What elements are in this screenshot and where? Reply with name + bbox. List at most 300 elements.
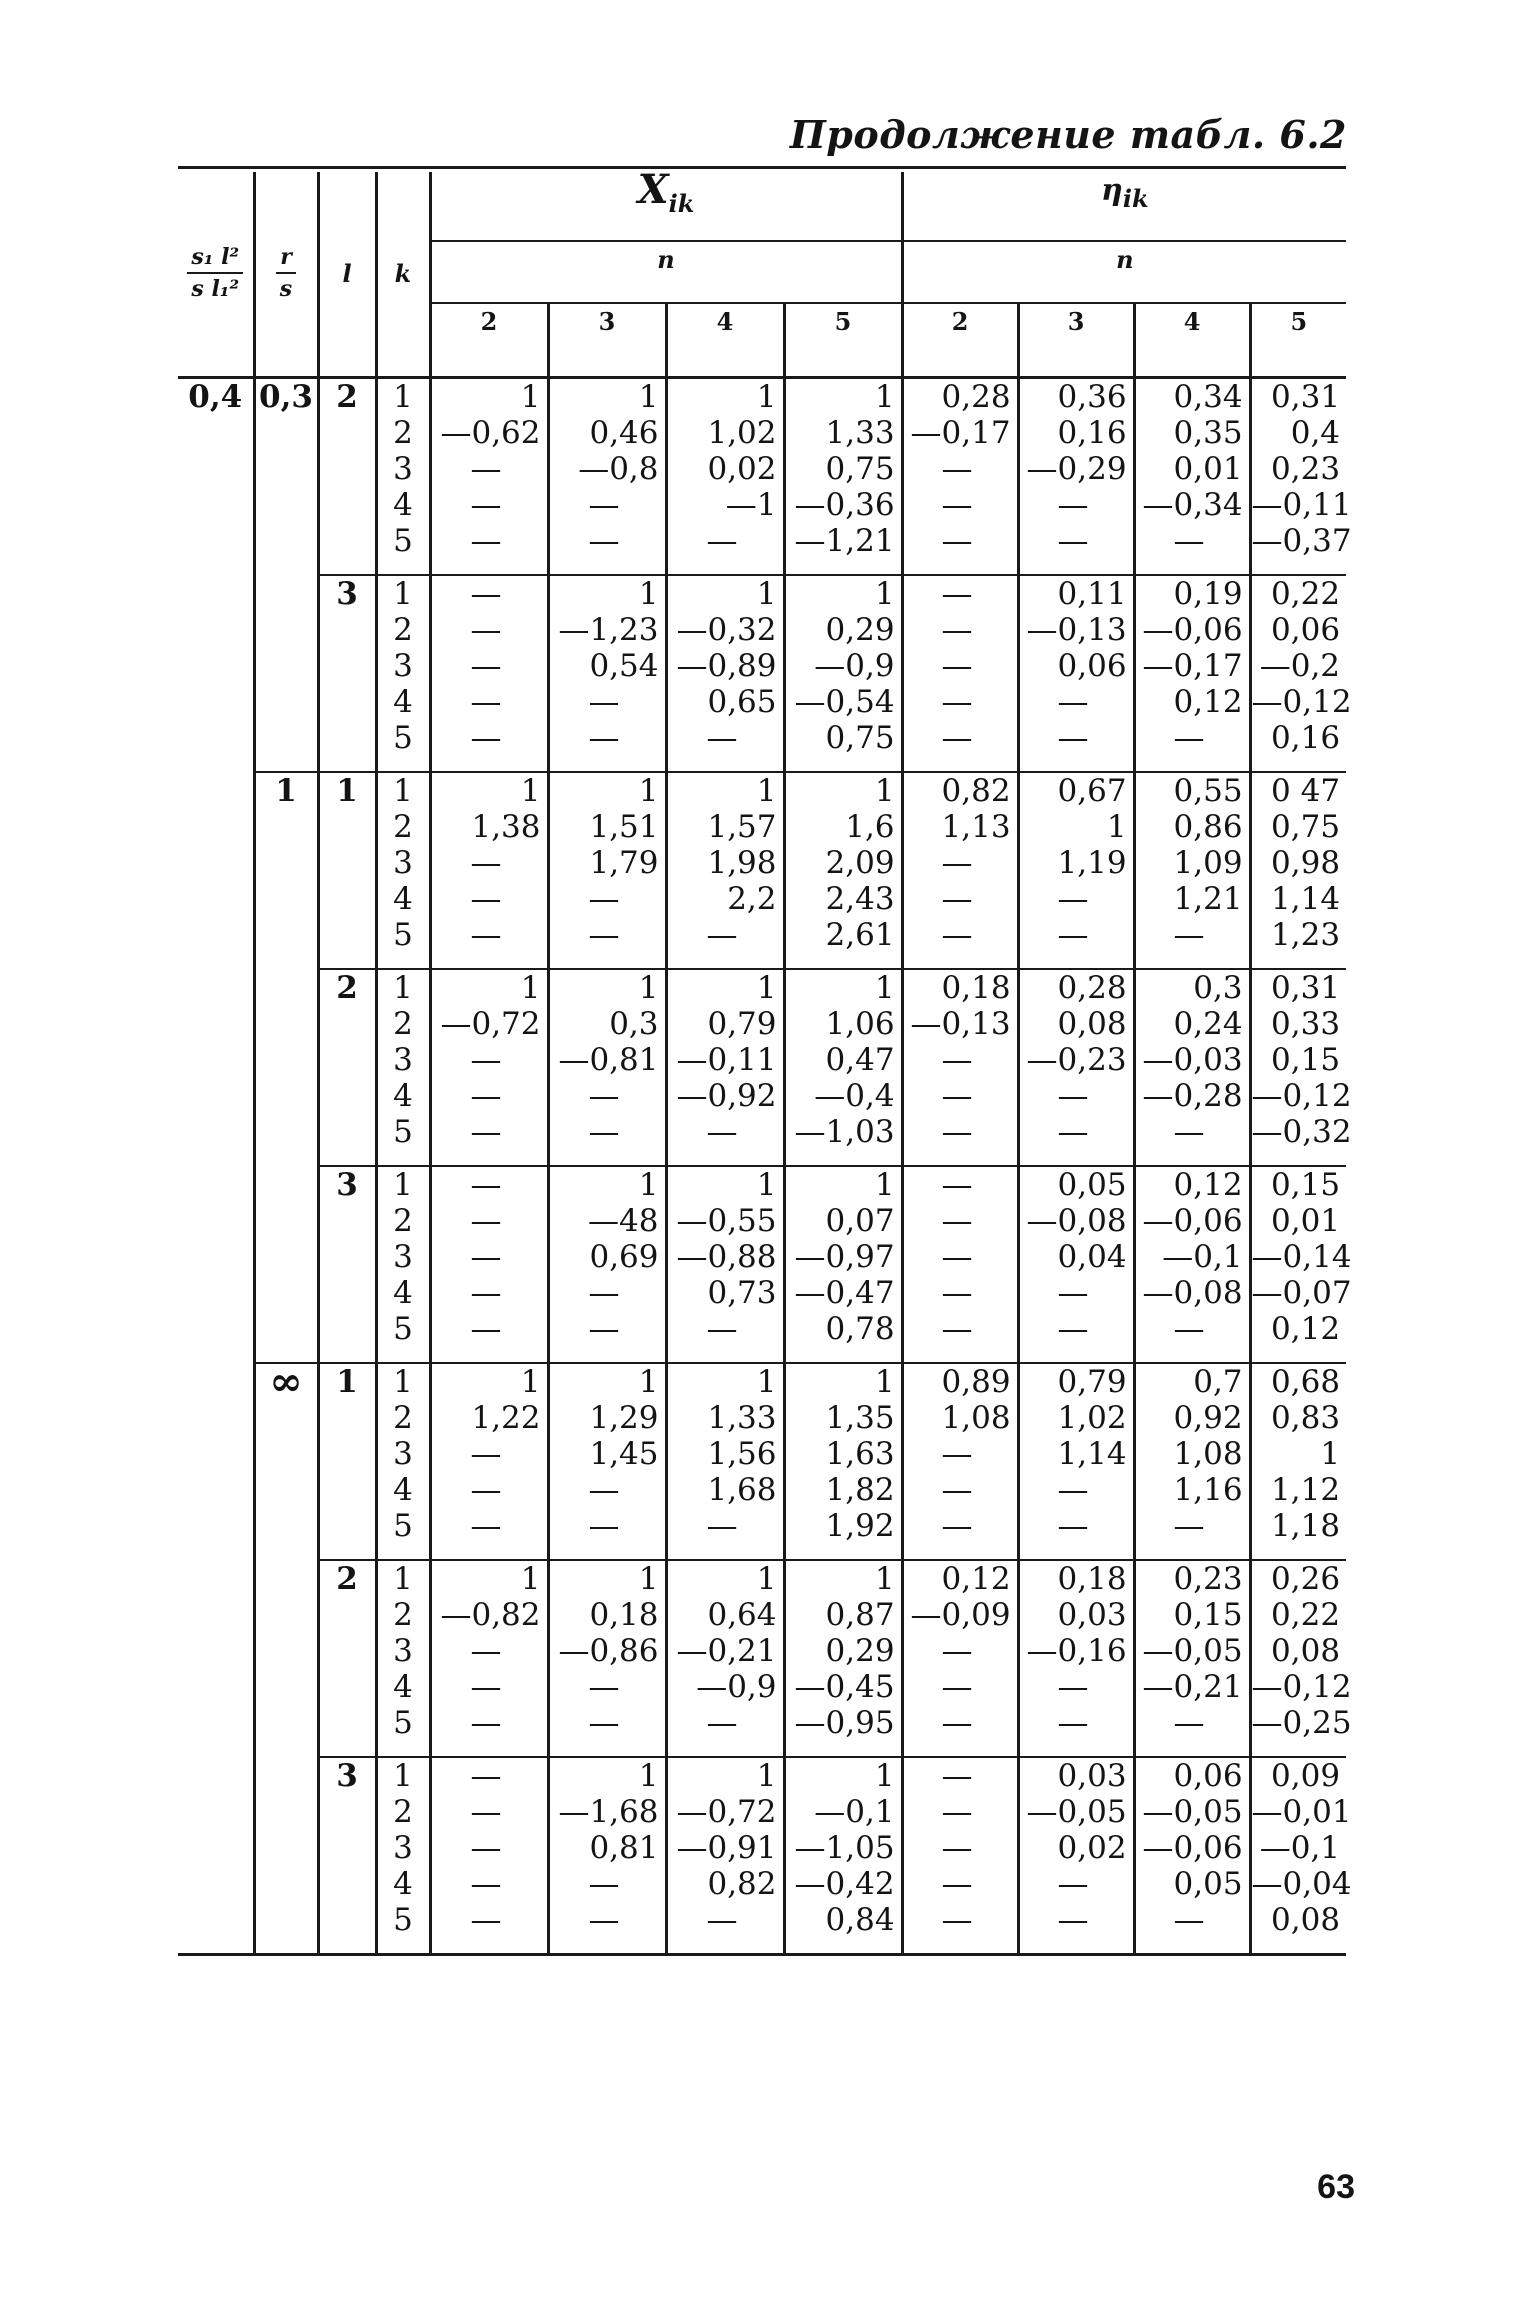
value-cell: — [1134,917,1250,969]
value-cell: 0,36 [1018,378,1134,416]
top-rule [178,166,1346,169]
i-cell: 1 [318,772,376,809]
col-k-header: k [376,172,430,378]
value-cell: —0,01 [1251,1794,1352,1830]
k-cell: 1 [376,969,430,1006]
value-cell: 1,98 [666,845,784,881]
value-cell: — [548,1078,666,1114]
i-cell [318,1078,376,1114]
value-cell: 0,75 [1250,809,1346,845]
value-cell: 1 [430,1363,548,1400]
value-cell: — [902,1794,1018,1830]
i-cell [318,1203,376,1239]
value-cell: — [548,1866,666,1902]
value-cell: 0,75 [784,451,902,487]
i-cell: 2 [318,969,376,1006]
table-row [178,415,1346,451]
i-cell [318,487,376,523]
param1-cell [178,1866,254,1902]
value-cell: — [1018,1472,1134,1508]
table-row [178,1275,1346,1311]
table-row [178,378,1346,416]
table-row [178,1311,1346,1363]
value-cell: 1,38 [430,809,548,845]
param2-cell [254,1114,318,1166]
value-cell: 1,33 [666,1400,784,1436]
k-cell: 3 [376,845,430,881]
value-cell: 0,16 [1018,415,1134,451]
value-cell: 0,01 [1250,1203,1346,1239]
value-cell: 1 [666,1363,784,1400]
value-cell: — [1134,1311,1250,1363]
value-cell: 0,11 [1018,575,1134,612]
param2-cell [254,1239,318,1275]
k-cell: 2 [376,612,430,648]
value-cell: — [430,1472,548,1508]
value-cell: 0,06 [1018,648,1134,684]
value-cell: — [430,1633,548,1669]
param1-cell [178,1794,254,1830]
value-cell: — [548,684,666,720]
value-cell: — [902,1275,1018,1311]
k-cell: 5 [376,1114,430,1166]
param2-cell [254,1508,318,1560]
k-cell: 5 [376,1508,430,1560]
value-cell: — [902,1902,1018,1954]
eta-n-3: 3 [1018,303,1134,378]
k-cell: 1 [376,1757,430,1794]
k-cell: 5 [376,720,430,772]
table-row [178,1705,1346,1757]
i-cell [318,1597,376,1633]
value-cell: —0,12 [1251,1078,1352,1114]
param2-cell [254,845,318,881]
param2-cell [254,1436,318,1472]
table-row [178,684,1346,720]
value-cell: — [666,1508,784,1560]
table-row [178,1239,1346,1275]
value-cell: 0,67 [1018,772,1134,809]
i-cell [318,1633,376,1669]
i-cell: 3 [318,575,376,612]
param2-cell: ∞ [254,1363,318,1400]
value-cell: — [902,684,1018,720]
param1-cell [178,969,254,1006]
data-table [178,166,1352,1956]
value-cell: — [902,1705,1018,1757]
value-cell: 0,83 [1250,1400,1346,1436]
value-cell: 0,7 [1134,1363,1250,1400]
table-row [178,1006,1346,1042]
value-cell: 1,63 [784,1436,902,1472]
value-cell: — [1018,1866,1134,1902]
value-cell: 1 [784,1166,902,1203]
table-row [178,1508,1346,1560]
i-cell [318,1508,376,1560]
table-row [178,969,1346,1006]
param2-cell [254,1757,318,1794]
value-cell: 0,28 [1018,969,1134,1006]
value-cell: — [1018,1669,1134,1705]
x-subscript: ik [668,189,695,218]
i-cell: 2 [318,1560,376,1597]
value-cell: — [902,1203,1018,1239]
value-cell: 1,92 [784,1508,902,1560]
param1-cell: 0,4 [188,379,243,415]
param1-cell [178,1078,254,1114]
table-row [178,1203,1346,1239]
value-cell: — [548,1275,666,1311]
value-cell: 0,26 [1250,1560,1346,1597]
value-cell: 1,45 [548,1436,666,1472]
table-row [178,487,1346,523]
param1-cell [178,772,254,809]
value-cell: 0,89 [902,1363,1018,1400]
value-cell: — [1018,917,1134,969]
param1-cell [178,809,254,845]
value-cell: — [666,1902,784,1954]
value-cell: — [1018,684,1134,720]
value-cell: 1 [430,1560,548,1597]
value-cell: 1,56 [666,1436,784,1472]
value-cell: 1,57 [666,809,784,845]
value-cell: —0,92 [666,1078,784,1114]
value-cell: 0,92 [1134,1400,1250,1436]
value-cell: — [430,881,548,917]
param1-cell [178,612,254,648]
value-cell: — [430,1239,548,1275]
value-cell: — [902,1166,1018,1203]
value-cell: —0,12 [1251,684,1352,720]
value-cell: 0,12 [1134,1166,1250,1203]
value-cell: 1,68 [666,1472,784,1508]
param2-cell [254,1633,318,1669]
table-body [178,378,1352,1955]
value-cell: — [430,1042,548,1078]
value-cell: —0,11 [666,1042,784,1078]
value-cell: — [548,1508,666,1560]
x-n-3: 3 [548,303,666,378]
eta-n-label: n [902,241,1346,303]
value-cell: 0 47 [1250,772,1346,809]
param1-cell [178,1114,254,1166]
value-cell: — [430,487,548,523]
value-cell: 1 [430,378,548,416]
value-cell: — [430,575,548,612]
k-cell: 2 [376,1203,430,1239]
param1-cell [178,1472,254,1508]
param2-cell [254,1902,318,1954]
value-cell: 0,34 [1134,378,1250,416]
value-cell: 1,22 [430,1400,548,1436]
value-cell: — [430,1311,548,1363]
value-cell: — [548,1669,666,1705]
param2-cell [254,969,318,1006]
value-cell: 0,29 [784,612,902,648]
k-cell: 3 [376,1830,430,1866]
i-cell [318,1866,376,1902]
value-cell: — [430,1902,548,1954]
table-row [178,845,1346,881]
value-cell: 0,54 [548,648,666,684]
table-row [178,1472,1346,1508]
table-row [178,451,1346,487]
k-cell: 4 [376,1078,430,1114]
value-cell: 0,79 [666,1006,784,1042]
value-cell: —0,16 [1018,1633,1134,1669]
value-cell: 0,31 [1250,969,1346,1006]
value-cell: — [430,523,548,575]
value-cell: 0,15 [1250,1042,1346,1078]
value-cell: 1 [548,378,666,416]
table-row [178,720,1346,772]
value-cell: —1,03 [784,1114,902,1166]
param2-header [254,172,318,378]
i-cell: 3 [318,1757,376,1794]
param1-cell [178,451,254,487]
eta-n-5: 5 [1250,303,1346,378]
value-cell: —0,08 [1018,1203,1134,1239]
value-cell: —0,97 [784,1239,902,1275]
value-cell: —1,68 [548,1794,666,1830]
value-cell: — [1018,1508,1134,1560]
k-cell: 2 [376,1794,430,1830]
value-cell: —0,2 [1250,648,1346,684]
param1-cell [178,845,254,881]
param1-cell [178,1166,254,1203]
value-cell: —0,81 [548,1042,666,1078]
value-cell: — [666,1114,784,1166]
param2-cell [254,1042,318,1078]
value-cell: — [1134,523,1250,575]
param2-cell [254,415,318,451]
value-cell: —0,82 [430,1597,548,1633]
k-cell: 1 [376,575,430,612]
x-n-2: 2 [430,303,548,378]
x-symbol: X [637,166,669,213]
value-cell: —0,72 [666,1794,784,1830]
value-cell: —0,1 [1250,1830,1346,1866]
table-row [178,1560,1346,1597]
value-cell: — [902,648,1018,684]
value-cell: 0,31 [1250,378,1346,416]
value-cell: 0,05 [1134,1866,1250,1902]
value-cell: — [902,1633,1018,1669]
value-cell: — [1018,523,1134,575]
value-cell: 0,06 [1250,612,1346,648]
value-cell: —48 [548,1203,666,1239]
value-cell: 0,08 [1250,1633,1346,1669]
i-cell [318,648,376,684]
i-cell [318,1114,376,1166]
k-cell: 2 [376,1597,430,1633]
k-cell: 3 [376,1633,430,1669]
value-cell: —0,06 [1134,1203,1250,1239]
value-cell: — [1134,1114,1250,1166]
value-cell: —0,34 [1134,487,1250,523]
value-cell: 1 [548,1757,666,1794]
value-cell: — [1134,1902,1250,1954]
value-cell: 1 [548,772,666,809]
value-cell: —0,32 [666,612,784,648]
value-cell: —0,09 [902,1597,1018,1633]
value-cell: — [430,684,548,720]
value-cell: — [548,1311,666,1363]
table-row [178,809,1346,845]
k-cell: 2 [376,809,430,845]
param1-cell [178,1830,254,1866]
param1-cell [178,575,254,612]
value-cell: 2,09 [784,845,902,881]
i-cell [318,415,376,451]
value-cell: —1 [666,487,784,523]
param1-cell [178,1363,254,1400]
value-cell: 1 [666,378,784,416]
param2-cell [254,1830,318,1866]
table-row [178,1597,1346,1633]
value-cell: — [548,1902,666,1954]
value-cell: —0,9 [784,648,902,684]
value-cell: 1 [430,969,548,1006]
k-cell: 2 [376,1006,430,1042]
value-cell: 1,08 [1134,1436,1250,1472]
k-cell: 5 [376,523,430,575]
value-cell: —1,23 [548,612,666,648]
k-cell: 1 [376,772,430,809]
value-cell: 0,33 [1250,1006,1346,1042]
k-cell: 1 [376,1560,430,1597]
value-cell: — [430,1508,548,1560]
value-cell: 0,47 [784,1042,902,1078]
param2-cell [254,1078,318,1114]
param2-cell: 1 [254,772,318,809]
value-cell: 1,35 [784,1400,902,1436]
value-cell: — [430,917,548,969]
value-cell: — [902,720,1018,772]
value-cell: 1,06 [784,1006,902,1042]
value-cell: 0,02 [666,451,784,487]
value-cell: 0,73 [666,1275,784,1311]
value-cell: 1,19 [1018,845,1134,881]
table-row [178,1669,1346,1705]
k-cell: 4 [376,487,430,523]
param2-cell [254,612,318,648]
value-cell: 1 [430,772,548,809]
value-cell: — [548,881,666,917]
value-cell: 0,78 [784,1311,902,1363]
value-cell: —0,4 [784,1078,902,1114]
k-cell: 4 [376,684,430,720]
value-cell: —0,28 [1134,1078,1250,1114]
value-cell: —0,17 [1134,648,1250,684]
value-cell: 0,12 [902,1560,1018,1597]
value-cell: —0,29 [1018,451,1134,487]
table-row [178,1757,1346,1794]
k-cell: 5 [376,1705,430,1757]
k-cell: 4 [376,1866,430,1902]
value-cell: — [1134,1508,1250,1560]
value-cell: 0,79 [1018,1363,1134,1400]
value-cell: — [430,1830,548,1866]
value-cell: 0,3 [548,1006,666,1042]
i-cell [318,1239,376,1275]
param2-cell [254,1705,318,1757]
i-cell [318,523,376,575]
value-cell: —0,07 [1251,1275,1352,1311]
table-row [178,612,1346,648]
value-cell: —0,05 [1018,1794,1134,1830]
value-cell: —0,17 [902,415,1018,451]
value-cell: 0,35 [1134,415,1250,451]
param1-cell [178,1633,254,1669]
table-row [178,1078,1346,1114]
i-cell [318,1006,376,1042]
value-cell: — [666,523,784,575]
param1-cell [178,1311,254,1363]
i-cell [318,1400,376,1436]
param1-cell [178,720,254,772]
value-cell: 0,05 [1018,1166,1134,1203]
param1-cell [178,1042,254,1078]
value-cell: — [666,1311,784,1363]
value-cell: 0,84 [784,1902,902,1954]
table-row [178,1114,1346,1166]
value-cell: — [902,1508,1018,1560]
value-cell: — [430,845,548,881]
value-cell: 1 [1250,1436,1346,1472]
value-cell: 0,12 [1134,684,1250,720]
value-cell: 0,86 [1134,809,1250,845]
param2-cell [254,809,318,845]
value-cell: — [1018,720,1134,772]
value-cell: 0,24 [1134,1006,1250,1042]
param1-cell [178,1400,254,1436]
i-cell [318,684,376,720]
k-cell: 3 [376,648,430,684]
value-cell: 0,07 [784,1203,902,1239]
value-cell: 1 [784,1560,902,1597]
param2-cell [254,487,318,523]
value-cell: —0,11 [1251,487,1352,523]
value-cell: — [902,1042,1018,1078]
value-cell: 1,29 [548,1400,666,1436]
k-cell: 5 [376,917,430,969]
param1-numerator: s₁ l² [187,244,243,274]
param1-cell [178,1705,254,1757]
value-cell: — [902,612,1018,648]
param1-cell [178,523,254,575]
value-cell: 0,3 [1134,969,1250,1006]
value-cell: 0,12 [1250,1311,1346,1363]
value-cell: 1 [784,378,902,416]
value-cell: —0,9 [666,1669,784,1705]
i-cell [318,1830,376,1866]
value-cell: — [1018,1311,1134,1363]
table-row [178,1633,1346,1669]
value-cell: —0,62 [430,415,548,451]
value-cell: 0,75 [784,720,902,772]
param1-cell [178,881,254,917]
param2-cell [254,1560,318,1597]
value-cell: 1 [548,1166,666,1203]
value-cell: — [430,1166,548,1203]
table-row [178,1363,1346,1400]
value-cell: 1,79 [548,845,666,881]
value-cell: —0,21 [666,1633,784,1669]
value-cell: — [1018,1114,1134,1166]
value-cell: 0,08 [1018,1006,1134,1042]
param2-cell [254,917,318,969]
